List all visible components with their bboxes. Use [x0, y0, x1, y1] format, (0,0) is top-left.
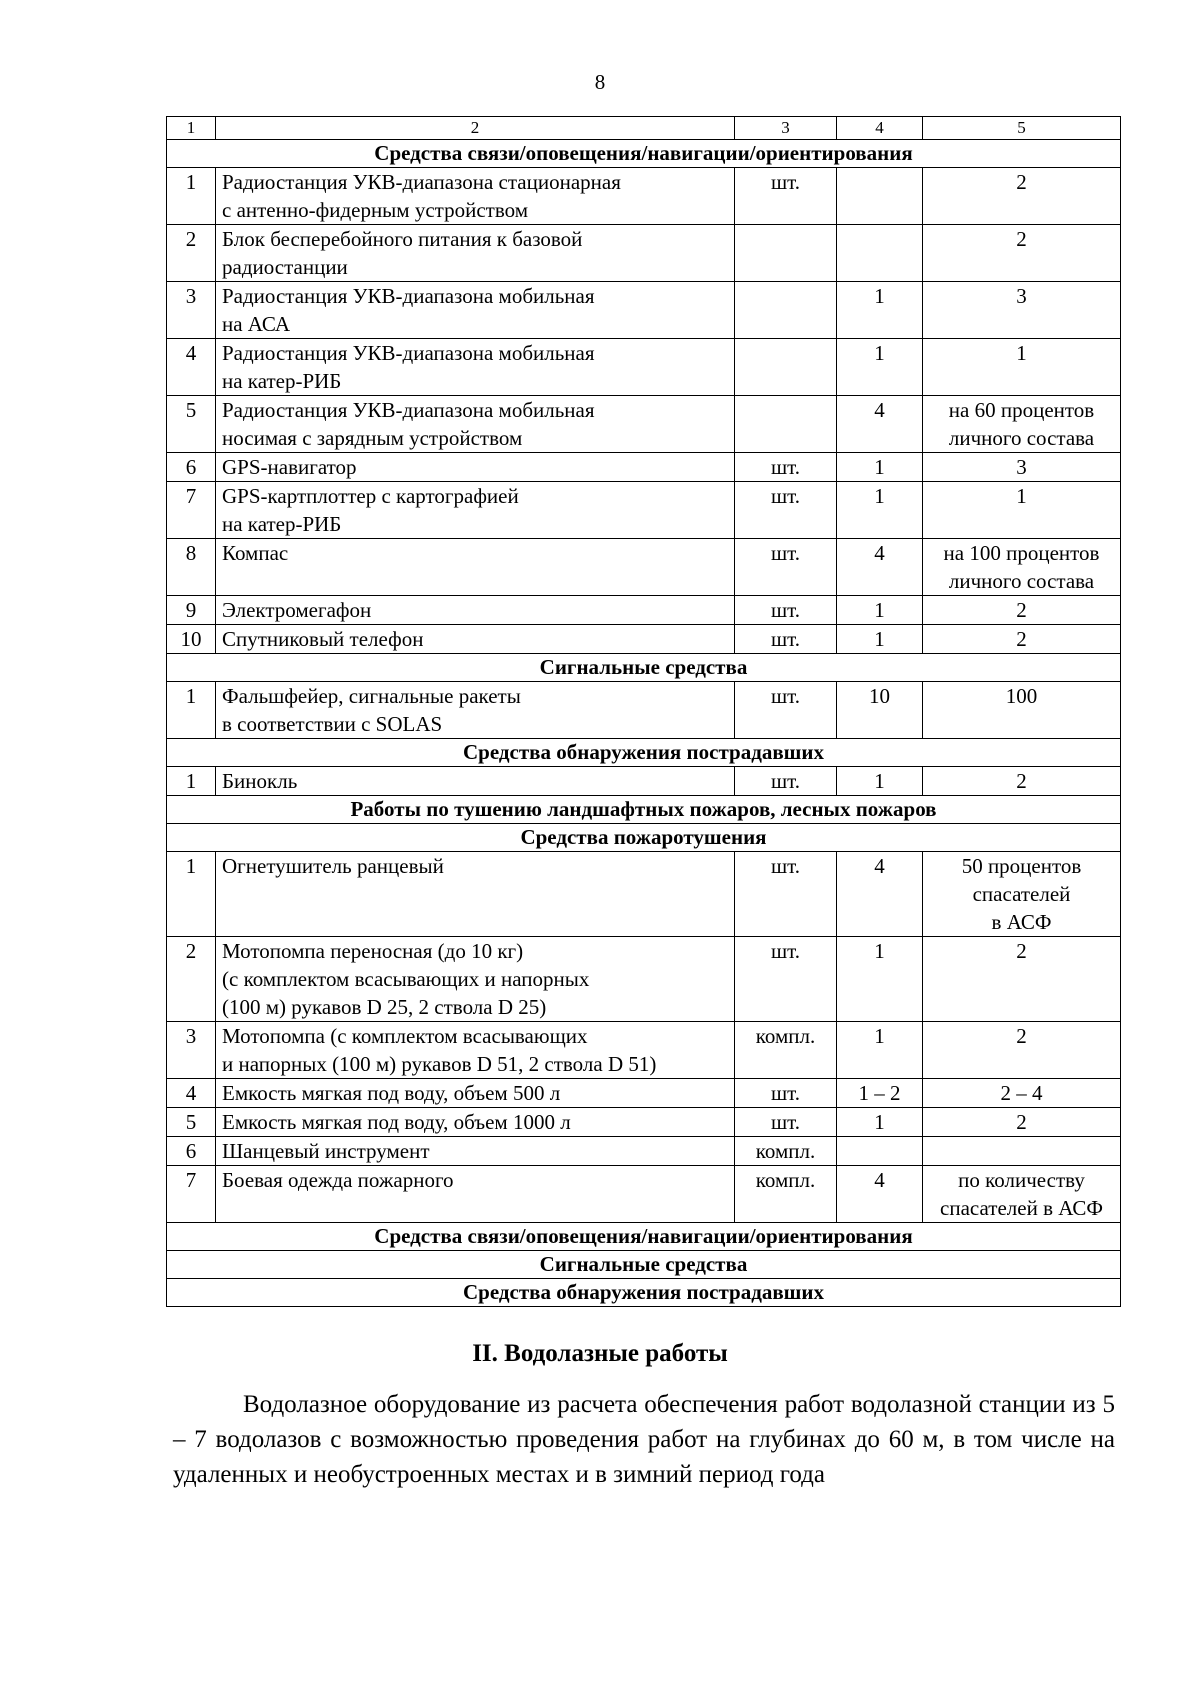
- row-number: 1: [167, 168, 216, 225]
- item-name: Фальшфейер, сигнальные ракеты в соответствии с SOLAS: [216, 682, 735, 739]
- item-total: [923, 1137, 1121, 1166]
- section-row: [167, 796, 1121, 824]
- item-total: на 100 процентов личного состава: [923, 539, 1121, 596]
- item-name: GPS-картплоттер с картографией на катер-РИБ: [216, 482, 735, 539]
- row-number: 7: [167, 1166, 216, 1223]
- table-row: [167, 282, 1121, 339]
- item-total: 2: [923, 767, 1121, 796]
- item-unit: [735, 282, 837, 339]
- item-name: Шанцевый инструмент: [216, 1137, 735, 1166]
- section-title: Сигнальные средства: [167, 654, 1121, 682]
- column-number-row: [167, 117, 1121, 140]
- column-number: 5: [923, 117, 1121, 140]
- item-total: 2: [923, 168, 1121, 225]
- item-quantity: [837, 1137, 923, 1166]
- item-unit: компл.: [735, 1022, 837, 1079]
- page-number: 8: [594, 70, 606, 94]
- item-total: 2: [923, 1022, 1121, 1079]
- item-unit: шт.: [735, 482, 837, 539]
- section-row: [167, 1279, 1121, 1307]
- item-unit: шт.: [735, 1108, 837, 1137]
- section-title: Средства связи/оповещения/навигации/ориентирования: [167, 1223, 1121, 1251]
- item-total: 2: [923, 625, 1121, 654]
- item-unit: шт.: [735, 682, 837, 739]
- column-number: 3: [735, 117, 837, 140]
- row-number: 2: [167, 937, 216, 1022]
- section-row: [167, 1223, 1121, 1251]
- row-number: 3: [167, 282, 216, 339]
- section-title: Средства обнаружения пострадавших: [167, 1279, 1121, 1307]
- item-total: 2: [923, 1108, 1121, 1137]
- item-total: 2: [923, 596, 1121, 625]
- item-name: Емкость мягкая под воду, объем 1000 л: [216, 1108, 735, 1137]
- column-number: 1: [167, 117, 216, 140]
- item-name: Емкость мягкая под воду, объем 500 л: [216, 1079, 735, 1108]
- item-name: Спутниковый телефон: [216, 625, 735, 654]
- item-unit: шт.: [735, 937, 837, 1022]
- item-unit: шт.: [735, 168, 837, 225]
- table-row: [167, 596, 1121, 625]
- item-quantity: 4: [837, 396, 923, 453]
- table-row: [167, 168, 1121, 225]
- section-title: Средства связи/оповещения/навигации/ориентирования: [167, 140, 1121, 168]
- item-quantity: [837, 225, 923, 282]
- item-name: Мотопомпа переносная (до 10 кг) (с комплектом всасывающих и напорных (100 м) рукавов D 25, 2 ствола D 25): [216, 937, 735, 1022]
- row-number: 8: [167, 539, 216, 596]
- section-row: [167, 140, 1121, 168]
- item-name: Электромегафон: [216, 596, 735, 625]
- row-number: 4: [167, 339, 216, 396]
- column-number: 4: [837, 117, 923, 140]
- item-unit: [735, 396, 837, 453]
- column-number: 2: [216, 117, 735, 140]
- section-row: [167, 739, 1121, 767]
- table-row: [167, 767, 1121, 796]
- row-number: 10: [167, 625, 216, 654]
- item-unit: шт.: [735, 852, 837, 937]
- item-quantity: 1: [837, 282, 923, 339]
- row-number: 5: [167, 396, 216, 453]
- item-quantity: 1: [837, 1108, 923, 1137]
- item-unit: шт.: [735, 1079, 837, 1108]
- table-row: [167, 339, 1121, 396]
- item-unit: шт.: [735, 767, 837, 796]
- section-title: Средства пожаротушения: [167, 824, 1121, 852]
- section-title: Средства обнаружения пострадавших: [167, 739, 1121, 767]
- item-quantity: 1: [837, 625, 923, 654]
- section-heading: II. Водолазные работы: [472, 1340, 728, 1367]
- item-quantity: [837, 168, 923, 225]
- row-number: 6: [167, 453, 216, 482]
- table-row: [167, 453, 1121, 482]
- equipment-table: [166, 116, 1121, 1307]
- row-number: 7: [167, 482, 216, 539]
- table-row: [167, 396, 1121, 453]
- item-quantity: 4: [837, 852, 923, 937]
- table-row: [167, 625, 1121, 654]
- table-row: [167, 482, 1121, 539]
- item-total: 2 – 4: [923, 1079, 1121, 1108]
- item-quantity: 4: [837, 539, 923, 596]
- table-row: [167, 1108, 1121, 1137]
- row-number: 9: [167, 596, 216, 625]
- item-name: Бинокль: [216, 767, 735, 796]
- item-total: 2: [923, 225, 1121, 282]
- section-row: [167, 1251, 1121, 1279]
- table-row: [167, 539, 1121, 596]
- item-quantity: 1: [837, 339, 923, 396]
- item-quantity: 1: [837, 937, 923, 1022]
- item-unit: [735, 225, 837, 282]
- item-quantity: 10: [837, 682, 923, 739]
- item-name: Радиостанция УКВ-диапазона мобильная на АСА: [216, 282, 735, 339]
- item-total: 2: [923, 937, 1121, 1022]
- item-total: 100: [923, 682, 1121, 739]
- row-number: 2: [167, 225, 216, 282]
- item-name: Радиостанция УКВ-диапазона мобильная носимая с зарядным устройством: [216, 396, 735, 453]
- item-total: 3: [923, 453, 1121, 482]
- table-row: [167, 682, 1121, 739]
- section-title: Работы по тушению ландшафтных пожаров, лесных пожаров: [167, 796, 1121, 824]
- table-row: [167, 1166, 1121, 1223]
- item-unit: шт.: [735, 596, 837, 625]
- row-number: 1: [167, 767, 216, 796]
- item-total: на 60 процентов личного состава: [923, 396, 1121, 453]
- item-name: Радиостанция УКВ-диапазона стационарная с антенно-фидерным устройством: [216, 168, 735, 225]
- item-unit: [735, 339, 837, 396]
- row-number: 1: [167, 852, 216, 937]
- item-total: 1: [923, 482, 1121, 539]
- table-row: [167, 1137, 1121, 1166]
- item-quantity: 1: [837, 1022, 923, 1079]
- item-unit: шт.: [735, 539, 837, 596]
- item-unit: шт.: [735, 453, 837, 482]
- section-row: [167, 824, 1121, 852]
- table-row: [167, 1079, 1121, 1108]
- item-total: 1: [923, 339, 1121, 396]
- item-name: Блок бесперебойного питания к базовой радиостанции: [216, 225, 735, 282]
- item-name: Огнетушитель ранцевый: [216, 852, 735, 937]
- item-quantity: 1: [837, 453, 923, 482]
- table-row: [167, 1022, 1121, 1079]
- item-quantity: 1 – 2: [837, 1079, 923, 1108]
- row-number: 4: [167, 1079, 216, 1108]
- row-number: 1: [167, 682, 216, 739]
- item-total: по количеству спасателей в АСФ: [923, 1166, 1121, 1223]
- table-row: [167, 225, 1121, 282]
- item-unit: шт.: [735, 625, 837, 654]
- section-title: Сигнальные средства: [167, 1251, 1121, 1279]
- item-name: Мотопомпа (с комплектом всасывающих и напорных (100 м) рукавов D 51, 2 ствола D 51): [216, 1022, 735, 1079]
- item-unit: компл.: [735, 1166, 837, 1223]
- item-total: 3: [923, 282, 1121, 339]
- body-paragraph: Водолазное оборудование из расчета обеспечения работ водолазной станции из 5 – 7 водолазов с возможностью проведения работ на глубинах до 60 м, в том числе на удаленных и необустроенных местах и в зимний период года: [173, 1391, 1115, 1488]
- item-quantity: 1: [837, 596, 923, 625]
- item-name: GPS-навигатор: [216, 453, 735, 482]
- item-name: Боевая одежда пожарного: [216, 1166, 735, 1223]
- item-quantity: 4: [837, 1166, 923, 1223]
- table-row: [167, 852, 1121, 937]
- row-number: 3: [167, 1022, 216, 1079]
- item-quantity: 1: [837, 482, 923, 539]
- row-number: 5: [167, 1108, 216, 1137]
- table-row: [167, 937, 1121, 1022]
- item-unit: компл.: [735, 1137, 837, 1166]
- item-quantity: 1: [837, 767, 923, 796]
- row-number: 6: [167, 1137, 216, 1166]
- section-row: [167, 654, 1121, 682]
- item-name: Компас: [216, 539, 735, 596]
- item-total: 50 процентов спасателей в АСФ: [923, 852, 1121, 937]
- item-name: Радиостанция УКВ-диапазона мобильная на катер-РИБ: [216, 339, 735, 396]
